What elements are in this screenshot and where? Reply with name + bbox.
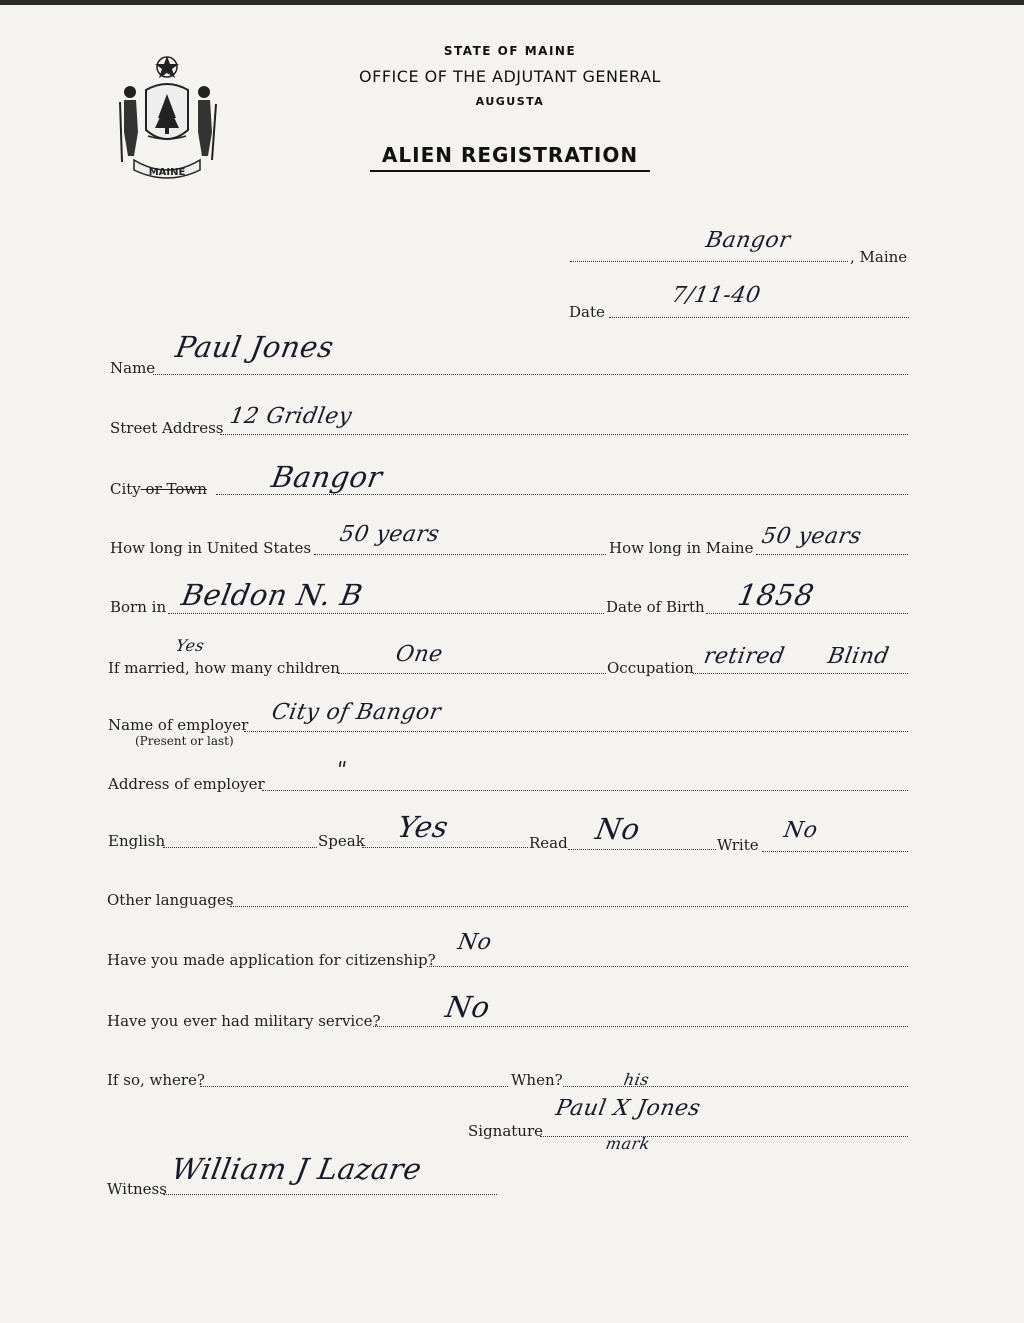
employer-note: (Present or last): [135, 734, 234, 748]
where-line: [200, 1086, 508, 1087]
dob-value: 1858: [735, 578, 817, 612]
speak-value: Yes: [395, 810, 452, 844]
write-value: No: [781, 818, 820, 843]
signature-value: Paul X Jones: [553, 1096, 703, 1121]
date-label: Date: [569, 303, 605, 321]
english-label: English: [108, 832, 166, 850]
born-line: [168, 613, 604, 614]
dob-label: Date of Birth: [606, 598, 705, 616]
scan-edge: [0, 0, 1024, 5]
employer-address-label: Address of employer: [108, 775, 265, 793]
header-state: STATE OF MAINE: [443, 44, 577, 58]
english-line: [163, 847, 317, 848]
occupation-value: retired: [701, 644, 787, 669]
signature-label: Signature: [468, 1122, 544, 1140]
military-value: No: [443, 990, 493, 1024]
read-line: [568, 849, 716, 850]
born-value: Beldon N. B: [179, 578, 366, 612]
employer-address-line: [262, 790, 908, 791]
name-line: [153, 374, 908, 375]
read-label: Read: [529, 834, 568, 852]
write-line: [762, 851, 908, 852]
name-label: Name: [110, 359, 156, 377]
married-value: Yes: [174, 636, 207, 655]
witness-signature: William J Lazare: [169, 1152, 425, 1186]
header-office: OFFICE OF THE ADJUTANT GENERAL: [359, 67, 661, 86]
married-label: If married, how many children: [108, 659, 340, 677]
city-line: [216, 494, 908, 495]
signature-line: [540, 1136, 908, 1137]
maine-duration-line: [756, 554, 908, 555]
us-duration-value: 50 years: [337, 522, 442, 547]
when-label: When?: [511, 1071, 563, 1089]
witness-label: Witness: [107, 1180, 167, 1198]
other-languages-label: Other languages: [107, 891, 234, 909]
place-value: Bangor: [703, 228, 793, 253]
employer-label: Name of employer: [108, 716, 249, 734]
signature-his: his: [622, 1070, 651, 1089]
employer-address-value: ": [333, 758, 349, 783]
employer-value: City of Bangor: [269, 700, 444, 725]
occupation-note: Blind: [825, 644, 892, 669]
maine-duration-label: How long in Maine: [609, 539, 754, 557]
speak-line: [362, 847, 528, 848]
read-value: No: [593, 812, 643, 846]
born-label: Born in: [110, 598, 167, 616]
place-line: [570, 261, 848, 262]
children-value: One: [393, 642, 445, 667]
title-underline: [370, 170, 650, 172]
date-value: 7/11-40: [669, 283, 763, 308]
write-label: Write: [717, 836, 759, 854]
occupation-label: Occupation: [607, 659, 694, 677]
street-value: 12 Gridley: [227, 404, 354, 429]
street-label: Street Address: [110, 419, 224, 437]
street-line: [220, 434, 908, 435]
date-line: [609, 317, 909, 318]
city-value: Bangor: [269, 460, 386, 494]
us-duration-label: How long in United States: [110, 539, 312, 557]
speak-label: Speak: [318, 832, 365, 850]
name-value: Paul Jones: [173, 330, 337, 364]
header-city: AUGUSTA: [475, 95, 545, 108]
signature-mark: mark: [604, 1134, 652, 1153]
when-line: [563, 1086, 908, 1087]
maine-duration-value: 50 years: [759, 524, 864, 549]
citizenship-value: No: [455, 930, 494, 955]
children-line: [338, 673, 606, 674]
military-label: Have you ever had military service?: [107, 1012, 381, 1030]
citizenship-label: Have you made application for citizenship?: [107, 951, 436, 969]
witness-line: [163, 1194, 497, 1195]
military-line: [373, 1026, 908, 1027]
dob-line: [706, 613, 908, 614]
seal-scroll-text: MAINE: [148, 167, 186, 178]
form-title: ALIEN REGISTRATION: [381, 143, 639, 167]
occupation-line: [693, 673, 908, 674]
maine-state-seal-icon: [108, 52, 226, 182]
where-label: If so, where?: [107, 1071, 205, 1089]
maine-label: , Maine: [850, 248, 908, 266]
employer-line: [244, 731, 908, 732]
us-duration-line: [314, 554, 606, 555]
citizenship-line: [427, 966, 908, 967]
city-label: City or Town: [110, 480, 207, 498]
other-languages-line: [230, 906, 908, 907]
